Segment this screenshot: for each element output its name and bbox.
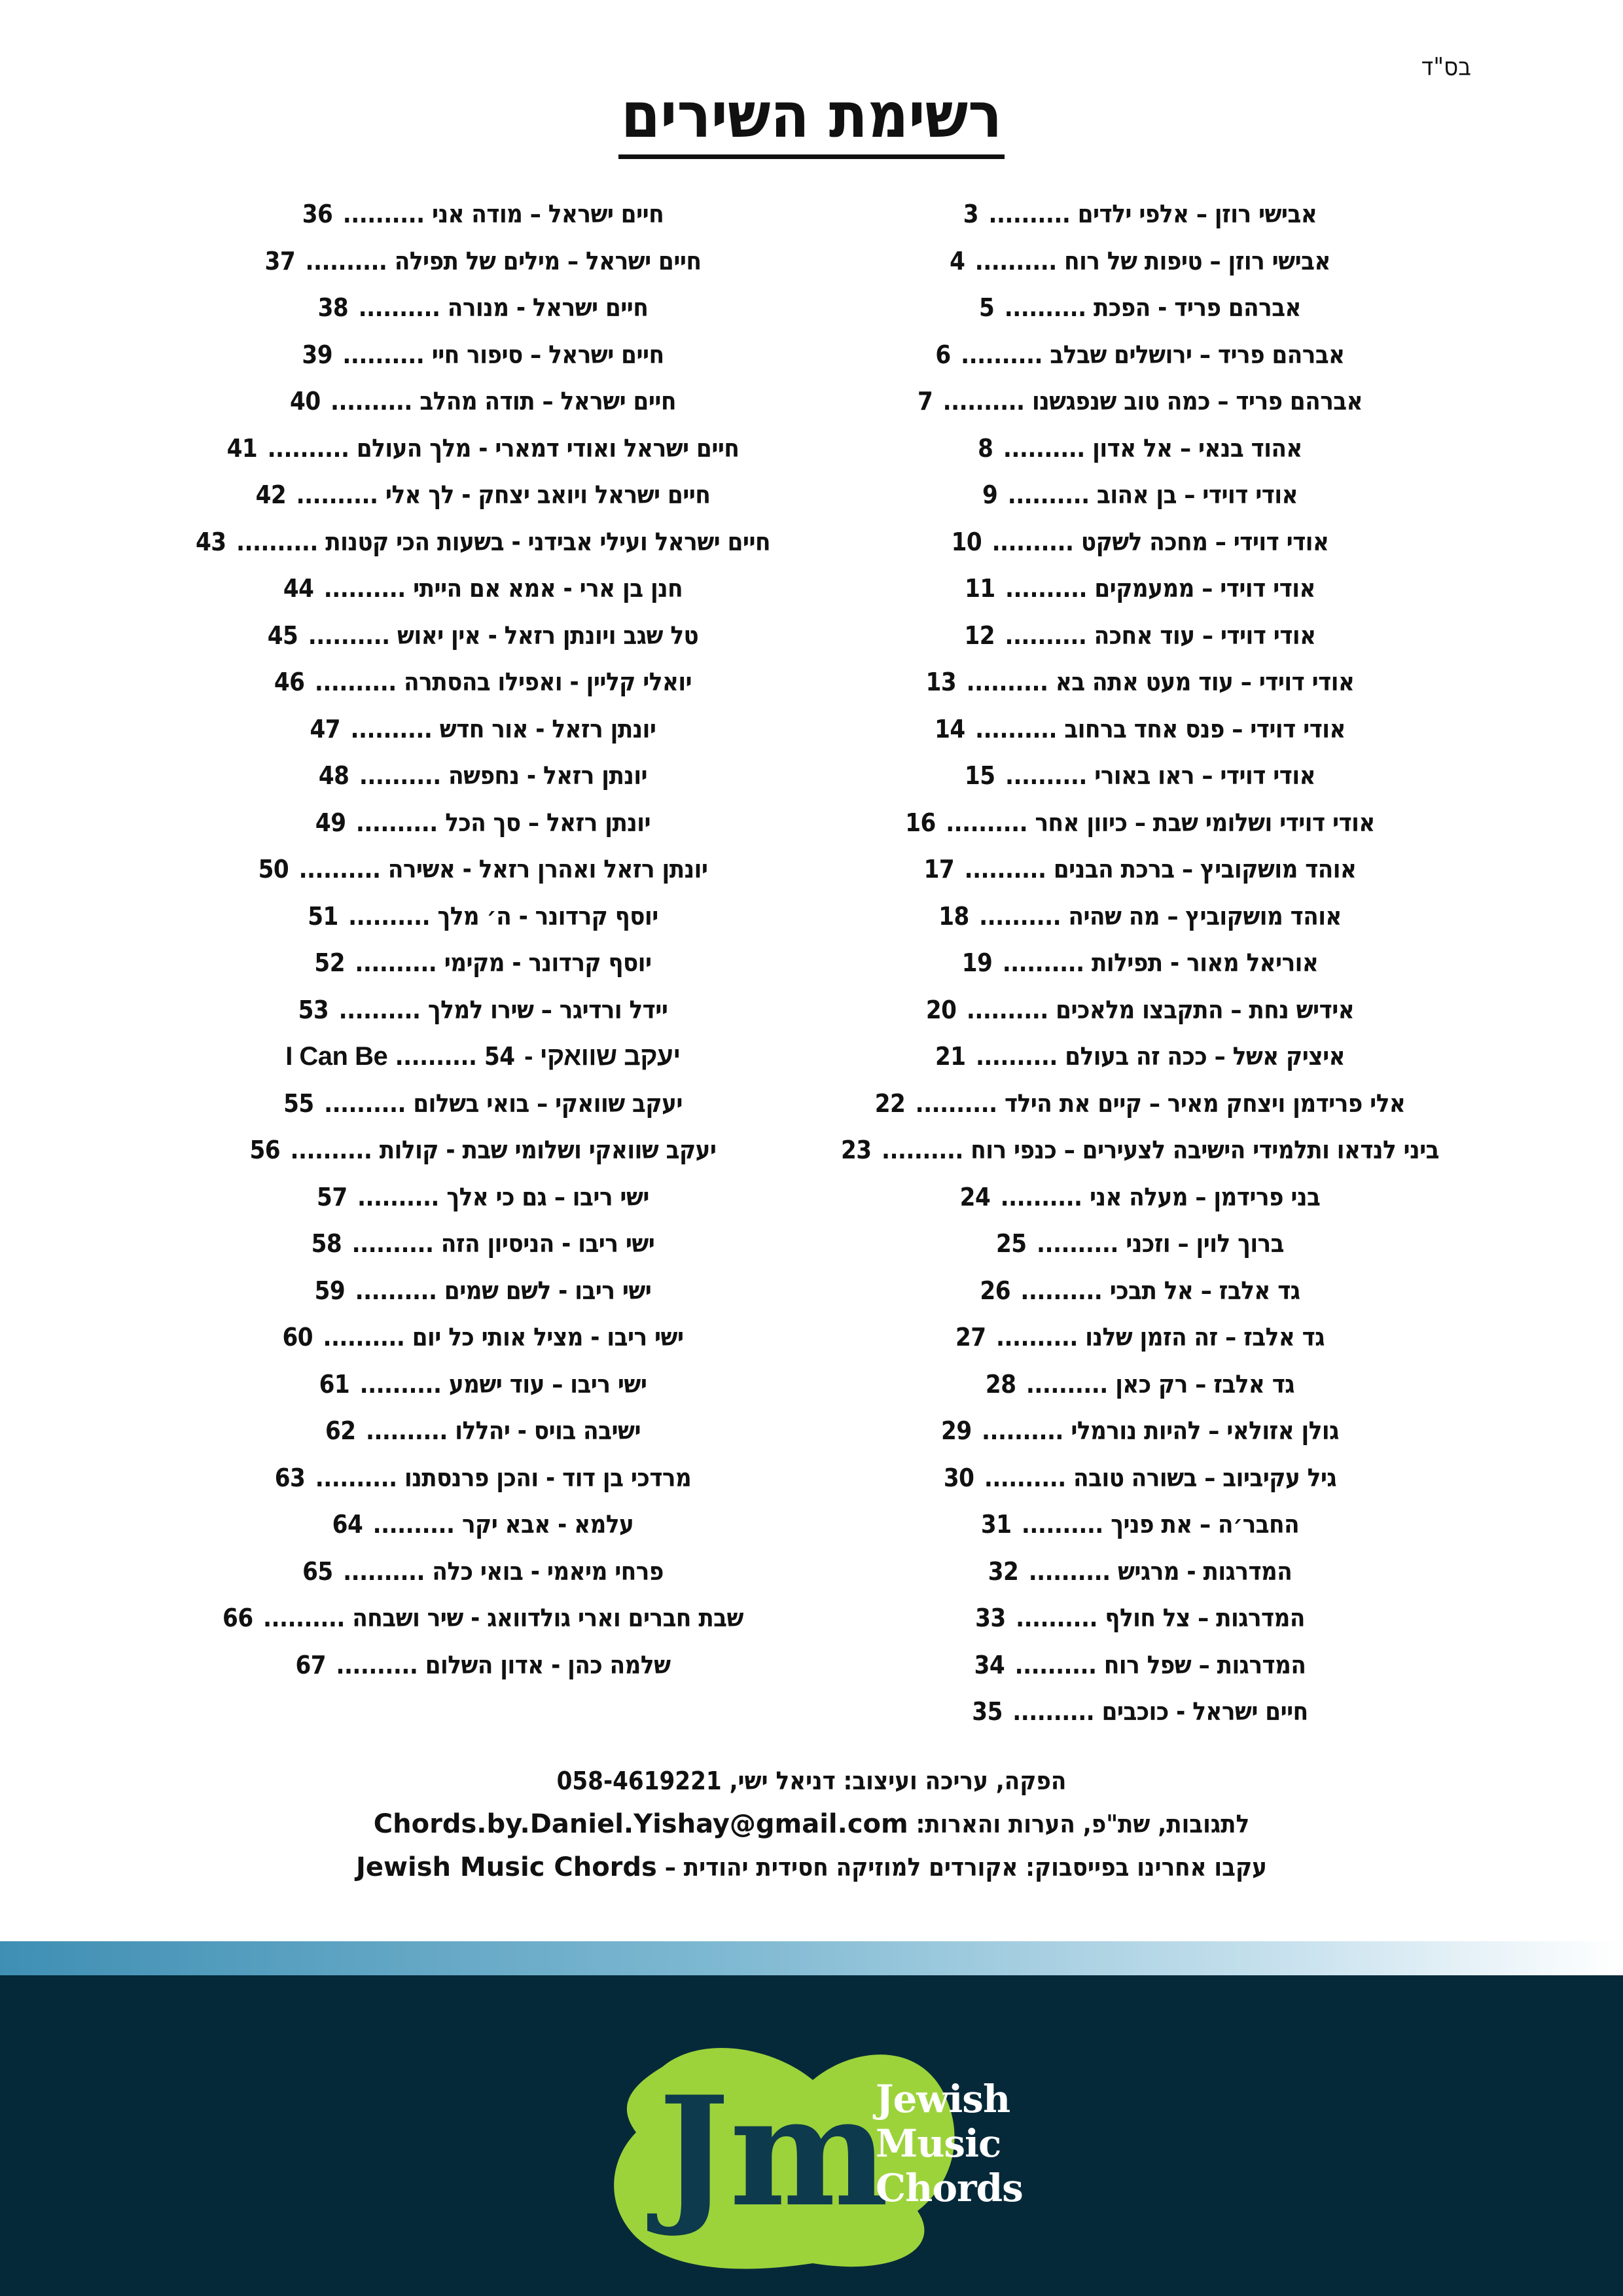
- page-number: 5: [979, 293, 995, 322]
- leader-dots: ..........: [350, 714, 433, 744]
- song-entry[interactable]: [813, 1033, 1467, 1081]
- page-number: 52: [314, 948, 345, 977]
- page-number: 27: [955, 1323, 986, 1352]
- song-title: טל שגב ויונתן רזאל - אין יאוש: [397, 620, 699, 650]
- leader-dots: ..........: [1036, 1229, 1118, 1258]
- credits-contact: [0, 1803, 1623, 1846]
- song-title: אודי דוידי – עוד מעט אתה בא: [1055, 668, 1355, 696]
- leader-dots: ..........: [351, 1229, 434, 1258]
- song-title: בני פרידמן – מעלה אני: [1089, 1182, 1321, 1211]
- song-title: אודי דוידי – פנס אחד ברחוב: [1064, 714, 1346, 744]
- song-entry[interactable]: [813, 238, 1467, 285]
- logo-mark: Jm: [658, 2064, 889, 2240]
- page-number: 14: [935, 714, 965, 744]
- song-title: יעקב שוואקי ושלומי שבת - קולות: [379, 1136, 717, 1164]
- song-title: אבישי רוזן – טיפות של רוח: [1064, 246, 1330, 276]
- song-entry[interactable]: [156, 940, 810, 987]
- song-title: יעקב שוואקי – בואי בשלום: [413, 1088, 683, 1118]
- leader-dots: ..........: [236, 527, 318, 556]
- song-entry[interactable]: [813, 425, 1467, 473]
- page-number: 35: [972, 1697, 1003, 1726]
- leader-dots: ..........: [979, 901, 1061, 931]
- song-title: יונתן רזאל - אור חדש: [439, 714, 656, 744]
- song-title: אודי דוידי – ממעמקים: [1094, 574, 1315, 603]
- page-number: 45: [267, 620, 298, 650]
- bsd-label: בס"ד: [1421, 52, 1471, 81]
- page-number: 33: [975, 1604, 1006, 1632]
- page-number: 41: [226, 433, 258, 463]
- leader-dots: ..........: [881, 1136, 963, 1164]
- song-title: גד אלבז – זה הזמן שלנו: [1085, 1323, 1325, 1352]
- song-title: איציק אשל – ככה זה בעולם: [1065, 1042, 1346, 1071]
- contact-email[interactable]: Chords.by.Daniel.Yishay@gmail.com: [373, 1809, 908, 1839]
- song-entry[interactable]: [813, 893, 1467, 941]
- page-number: 23: [840, 1136, 872, 1164]
- song-title: אוהד מושקוביץ – מה שהיה: [1068, 901, 1342, 931]
- song-entry[interactable]: [813, 1174, 1467, 1221]
- song-entry[interactable]: [813, 706, 1467, 753]
- leader-dots: ..........: [915, 1088, 997, 1118]
- song-title: אידיש נחת – התקבצו מלאכים: [1056, 995, 1355, 1024]
- song-entry[interactable]: [156, 1033, 810, 1081]
- leader-dots: ..........: [964, 855, 1046, 884]
- song-title: ישי ריבו - הניסיון הזה: [440, 1229, 655, 1258]
- song-entry[interactable]: [813, 378, 1467, 425]
- leader-dots: ..........: [290, 1136, 372, 1164]
- page-number: 49: [315, 808, 346, 837]
- page-number: 43: [195, 527, 226, 556]
- song-title: המדרגות – שפל רוח: [1103, 1650, 1306, 1679]
- leader-dots: ..........: [1026, 1369, 1108, 1399]
- song-entry[interactable]: [156, 519, 810, 566]
- page-number: 42: [255, 480, 287, 509]
- song-entry[interactable]: [156, 1408, 810, 1455]
- song-entry[interactable]: [156, 1595, 810, 1642]
- page-number: 53: [298, 995, 329, 1024]
- song-title: ביני לנדאו ותלמידי הישיבה לצעירים – כנפי רוח: [971, 1136, 1440, 1164]
- leader-dots: ..........: [355, 1276, 437, 1305]
- song-title: אודי דוידי – ראו באורי: [1094, 761, 1316, 790]
- leader-dots: ..........: [1021, 1510, 1103, 1539]
- song-entry[interactable]: [813, 1081, 1467, 1128]
- song-entry[interactable]: [156, 1314, 810, 1361]
- song-title: יידל ורדיגר – שירו למלך: [427, 995, 668, 1024]
- page-number: 25: [996, 1229, 1027, 1258]
- page-number: 47: [310, 714, 341, 744]
- leader-dots: ..........: [330, 387, 412, 416]
- song-title: גיל עקיביוב – בשורה טובה: [1073, 1463, 1337, 1492]
- page-number: 18: [938, 901, 969, 931]
- page-number: 7: [917, 387, 933, 416]
- song-entry[interactable]: [813, 1268, 1467, 1315]
- song-title: מרדכי בן דוד - והכן פרנסתנו: [404, 1463, 692, 1492]
- song-entry[interactable]: [156, 753, 810, 800]
- song-entry[interactable]: [813, 1408, 1467, 1455]
- page-number: 26: [980, 1276, 1010, 1305]
- page-number: 6: [935, 340, 951, 369]
- song-title: חיים ישראל – תודה מהלב: [419, 387, 676, 416]
- page-number: 55: [283, 1088, 314, 1118]
- page-number: 67: [295, 1650, 327, 1679]
- page-number: 56: [249, 1136, 281, 1164]
- song-list-right: [813, 191, 1467, 1736]
- leader-dots: ..........: [1000, 1182, 1082, 1211]
- page-number: 9: [982, 480, 998, 509]
- song-entry[interactable]: [813, 753, 1467, 800]
- page-number: 58: [311, 1229, 342, 1258]
- song-entry[interactable]: [156, 846, 810, 893]
- song-title: שלמה כהן - אדון השלום: [425, 1650, 671, 1679]
- song-entry[interactable]: [813, 285, 1467, 332]
- song-entry[interactable]: [156, 1361, 810, 1408]
- song-entry[interactable]: [813, 1361, 1467, 1408]
- page-number: 39: [302, 340, 332, 369]
- leader-dots: ..........: [355, 808, 438, 837]
- song-title: חיים ישראל - מנורה: [447, 293, 649, 322]
- song-entry[interactable]: [156, 1642, 810, 1689]
- song-title: אוהד מושקוביץ – ברכת הבנים: [1053, 855, 1357, 884]
- song-entry[interactable]: [156, 378, 810, 425]
- song-title: יוסף קרדונר - ה׳ מלך: [437, 901, 658, 931]
- leader-dots: ..........: [359, 1369, 442, 1399]
- page-number: 4: [950, 246, 965, 276]
- page-number: 11: [965, 574, 995, 603]
- leader-dots: ..........: [1002, 948, 1084, 977]
- leader-dots: ..........: [323, 1323, 405, 1352]
- logo-word-jewish: Jewish: [876, 2077, 1010, 2121]
- song-title: חנן בן ארי - אמא אם הייתי: [413, 574, 683, 603]
- leader-dots: ..........: [966, 995, 1048, 1024]
- page-number: 29: [941, 1416, 972, 1445]
- song-list-left: [156, 191, 810, 1689]
- song-entry[interactable]: [156, 1127, 810, 1174]
- song-entry[interactable]: [156, 1501, 810, 1549]
- leader-dots: ..........: [988, 200, 1071, 228]
- leader-dots: ..........: [1028, 1556, 1111, 1586]
- page-number: 8: [978, 433, 993, 463]
- song-entry[interactable]: [156, 706, 810, 753]
- song-title: המדרגות - מרגיש: [1117, 1556, 1293, 1586]
- page-title: [0, 79, 1623, 152]
- page-number: 64: [332, 1510, 363, 1539]
- song-title: אודי דוידי ושלומי שבת – כיוון אחר: [1035, 808, 1375, 837]
- page-number: 63: [274, 1463, 306, 1492]
- song-entry[interactable]: [813, 846, 1467, 893]
- song-title: אלי פרידמן ויצחק מאיר – קיים את הילד: [1004, 1088, 1406, 1118]
- page-number: 32: [988, 1556, 1019, 1586]
- credits-facebook: [0, 1846, 1623, 1889]
- leader-dots: ..........: [342, 340, 425, 369]
- song-title: יוסף קרדונר - מקימי: [444, 948, 652, 977]
- song-title: חיים ישראל - כוכבים: [1101, 1697, 1308, 1726]
- page-number: 17: [923, 855, 955, 884]
- song-title: החבר׳ה – את פניך: [1111, 1510, 1300, 1539]
- page-number: 48: [318, 761, 349, 790]
- song-title: חיים ישראל – מילים של תפילה: [394, 246, 702, 276]
- footer-banner: [0, 1975, 1623, 2296]
- page-number: 38: [317, 293, 349, 322]
- leader-dots: ..........: [1007, 480, 1090, 509]
- song-entry[interactable]: [813, 613, 1467, 660]
- leader-dots: ..........: [338, 995, 421, 1024]
- song-title: ישי ריבו – עוד ישמע: [448, 1369, 647, 1399]
- logo-word-chords: Chords: [876, 2166, 1023, 2210]
- leader-dots: ..........: [355, 948, 437, 977]
- leader-dots: ..........: [315, 1463, 397, 1492]
- leader-dots: ..........: [314, 668, 397, 696]
- song-entry[interactable]: [156, 472, 810, 519]
- song-entry[interactable]: [156, 425, 810, 473]
- song-entry[interactable]: [156, 285, 810, 332]
- song-title: אברהם פריד - הפכת: [1094, 293, 1301, 322]
- leader-dots: ..........: [298, 855, 381, 884]
- song-title: יונתן רזאל – סך הכל: [445, 808, 651, 837]
- song-title: גד אלבז – רק כאן: [1115, 1369, 1295, 1399]
- footer-gradient-band: [0, 1941, 1623, 1975]
- song-entry[interactable]: [813, 987, 1467, 1034]
- leader-dots: ..........: [342, 200, 425, 228]
- page-number: 15: [964, 761, 995, 790]
- page-number: 16: [905, 808, 936, 837]
- song-title: חיים ישראל ויואב יצחק - לך אלי: [385, 480, 711, 509]
- leader-dots: ..........: [1005, 620, 1087, 650]
- leader-dots: ..........: [305, 246, 387, 276]
- song-title: עלמא - אבא יקר: [461, 1510, 634, 1539]
- page-number: 13: [925, 668, 957, 696]
- leader-dots: ..........: [984, 1463, 1066, 1492]
- leader-dots: ..........: [995, 1323, 1078, 1352]
- contact-label: לתגובות, שת"פ, הערות והארות:: [916, 1810, 1250, 1839]
- song-title: המדרגות – צל חולף: [1105, 1604, 1305, 1632]
- song-entry[interactable]: [813, 519, 1467, 566]
- song-entry[interactable]: [156, 191, 810, 238]
- song-title: גד אלבז – אל תבכי: [1109, 1276, 1300, 1305]
- song-title: יונתן רזאל ואהרן רזאל - אשירה: [387, 855, 708, 884]
- song-entry[interactable]: [813, 565, 1467, 613]
- leader-dots: ..........: [324, 1088, 406, 1118]
- leader-dots: ..........: [1005, 761, 1087, 790]
- leader-dots: ..........: [961, 340, 1043, 369]
- page-number: 61: [319, 1369, 350, 1399]
- song-entry[interactable]: [813, 659, 1467, 706]
- logo-wordmark: [876, 2077, 1023, 2210]
- leader-dots: ..........: [336, 1650, 418, 1679]
- song-entry[interactable]: [813, 1595, 1467, 1642]
- facebook-label: עקבו אחרינו בפייסבוק: אקורדים למוזיקה חסידית יהודית –: [664, 1853, 1267, 1882]
- song-title: ישיבה בויס - יהללו: [455, 1416, 641, 1445]
- leader-dots: ..........: [357, 1182, 439, 1211]
- page-number: 51: [308, 901, 338, 931]
- song-entry[interactable]: [156, 238, 810, 285]
- page-number: 50: [258, 855, 289, 884]
- song-entry[interactable]: [156, 893, 810, 941]
- page-number: 66: [223, 1604, 253, 1632]
- leader-dots: ..........: [1016, 1604, 1097, 1632]
- leader-dots: ..........: [1014, 1650, 1097, 1679]
- song-title: יעקב שוואקי - I Can Be: [285, 1042, 681, 1071]
- song-title: חיים ישראל – סיפור חיי: [431, 340, 664, 369]
- leader-dots: ..........: [1005, 574, 1087, 603]
- song-title: אודי דוידי – בן אהוב: [1097, 480, 1298, 509]
- page-number: 37: [264, 246, 296, 276]
- facebook-page-name[interactable]: Jewish Music Chords: [356, 1852, 657, 1882]
- page-number: 40: [290, 387, 321, 416]
- leader-dots: ..........: [358, 293, 440, 322]
- song-title: אברהם פריד – כמה טוב שנפגשנו: [1031, 387, 1363, 416]
- song-entry[interactable]: [156, 1174, 810, 1221]
- song-title: אברהם פריד – ירושלים שבלב: [1050, 340, 1345, 369]
- song-entry[interactable]: [156, 1221, 810, 1268]
- song-entry[interactable]: [813, 1642, 1467, 1689]
- leader-dots: ..........: [1003, 433, 1085, 463]
- song-entry[interactable]: [813, 940, 1467, 987]
- page-number: 59: [314, 1276, 346, 1305]
- leader-dots: ..........: [267, 433, 349, 463]
- page-number: 34: [974, 1650, 1005, 1679]
- page-number: 22: [874, 1088, 906, 1118]
- page-number: 10: [951, 527, 982, 556]
- song-entry[interactable]: [813, 472, 1467, 519]
- song-entry[interactable]: [156, 659, 810, 706]
- song-entry[interactable]: [813, 800, 1467, 847]
- song-entry[interactable]: [156, 1549, 810, 1596]
- page-number: 57: [317, 1182, 348, 1211]
- leader-dots: ..........: [1004, 293, 1086, 322]
- leader-dots: ..........: [946, 808, 1028, 837]
- leader-dots: ..........: [975, 1042, 1058, 1071]
- song-title: אודי דוידי – מחכה לשקט: [1080, 527, 1329, 556]
- leader-dots: ..........: [1012, 1697, 1095, 1726]
- page-number: 36: [302, 200, 333, 228]
- song-title: יונתן רזאל - נחפשה: [448, 761, 648, 790]
- page-number: 62: [325, 1416, 356, 1445]
- song-title: אהוד בנאי – אל אדון: [1092, 433, 1302, 463]
- leader-dots: ..........: [323, 574, 406, 603]
- leader-dots: ..........: [942, 387, 1025, 416]
- page-number: 31: [980, 1510, 1012, 1539]
- page-number: 21: [935, 1042, 966, 1071]
- song-title: שבת חברים וארי גולדוואג - שיר ושבחה: [352, 1604, 743, 1632]
- song-entry[interactable]: [813, 332, 1467, 379]
- leader-dots: ..........: [263, 1604, 345, 1632]
- song-entry[interactable]: [813, 1689, 1467, 1736]
- song-entry[interactable]: [813, 1501, 1467, 1549]
- page-number: 12: [964, 620, 995, 650]
- song-title: ברוך לוין – וזכני: [1126, 1229, 1284, 1258]
- page-number: 46: [274, 668, 305, 696]
- leader-dots: ..........: [966, 668, 1048, 696]
- page-number: 28: [985, 1369, 1016, 1399]
- song-title: ישי ריבו - לשם שמים: [444, 1276, 652, 1305]
- leader-dots: ..........: [343, 1556, 425, 1586]
- page-title-text: רשימת השירים: [618, 79, 1005, 159]
- song-title: אודי דוידי – עוד אחכה: [1094, 620, 1316, 650]
- logo-word-music: Music: [876, 2121, 1001, 2166]
- song-entry[interactable]: [813, 1221, 1467, 1268]
- song-title: גולן אזולאי – להיות נורמלי: [1071, 1416, 1339, 1445]
- leader-dots: ..........: [359, 761, 441, 790]
- leader-dots: ..........: [348, 901, 431, 931]
- song-entry[interactable]: [813, 1549, 1467, 1596]
- song-entry[interactable]: [813, 1455, 1467, 1502]
- song-title: יואלי קליין - ואפילו בהסתרה: [404, 668, 692, 696]
- song-title: ישי ריבו - מציל אותי כל יום: [412, 1323, 684, 1352]
- song-entry[interactable]: [813, 191, 1467, 238]
- song-entry[interactable]: [156, 987, 810, 1034]
- leader-dots: ..........: [308, 620, 390, 650]
- credits: [0, 1759, 1623, 1889]
- page-number: 24: [959, 1182, 991, 1211]
- song-title: חיים ישראל – מודה אני: [432, 200, 664, 228]
- page-number: 3: [963, 200, 979, 228]
- song-entry[interactable]: [156, 1268, 810, 1315]
- song-title: אבישי רוזן – אלפי ילדים: [1077, 200, 1317, 228]
- song-title: אוריאל מאור - תפילות: [1091, 948, 1319, 977]
- song-entry[interactable]: [156, 1455, 810, 1502]
- page-number: 65: [302, 1556, 333, 1586]
- leader-dots: ..........: [296, 480, 378, 509]
- leader-dots: ..........: [974, 246, 1057, 276]
- page-number: 20: [925, 995, 957, 1024]
- page-number: 30: [943, 1463, 974, 1492]
- page-number: 54: [484, 1042, 515, 1071]
- leader-dots: ..........: [975, 714, 1057, 744]
- song-entry[interactable]: [813, 1314, 1467, 1361]
- leader-dots: ..........: [982, 1416, 1063, 1445]
- leader-dots: ..........: [372, 1510, 455, 1539]
- song-title: חיים ישראל ועילי אבידני - בשעות הכי קטנות: [325, 527, 771, 556]
- song-entry[interactable]: [156, 800, 810, 847]
- page-number: 44: [283, 574, 314, 603]
- leader-dots: ..........: [365, 1416, 448, 1445]
- leader-dots: ..........: [1020, 1276, 1103, 1305]
- leader-dots: ..........: [991, 527, 1074, 556]
- song-entry[interactable]: [156, 332, 810, 379]
- credits-production: הפקה, עריכה ועיצוב: דניאל ישי, 058-4619221: [556, 1767, 1067, 1795]
- song-entry[interactable]: [156, 1081, 810, 1128]
- song-entry[interactable]: [813, 1127, 1467, 1174]
- song-title: ישי ריבו – גם כי אלך: [446, 1182, 649, 1211]
- song-title: חיים ישראל ואודי דמארי - מלך העולם: [356, 433, 740, 463]
- page-number: 60: [282, 1323, 313, 1352]
- song-entry[interactable]: [156, 565, 810, 613]
- leader-dots: ..........: [395, 1042, 477, 1071]
- song-entry[interactable]: [156, 613, 810, 660]
- song-title: פרחי מיאמי - בואי כלה: [432, 1556, 664, 1586]
- page-number: 19: [961, 948, 993, 977]
